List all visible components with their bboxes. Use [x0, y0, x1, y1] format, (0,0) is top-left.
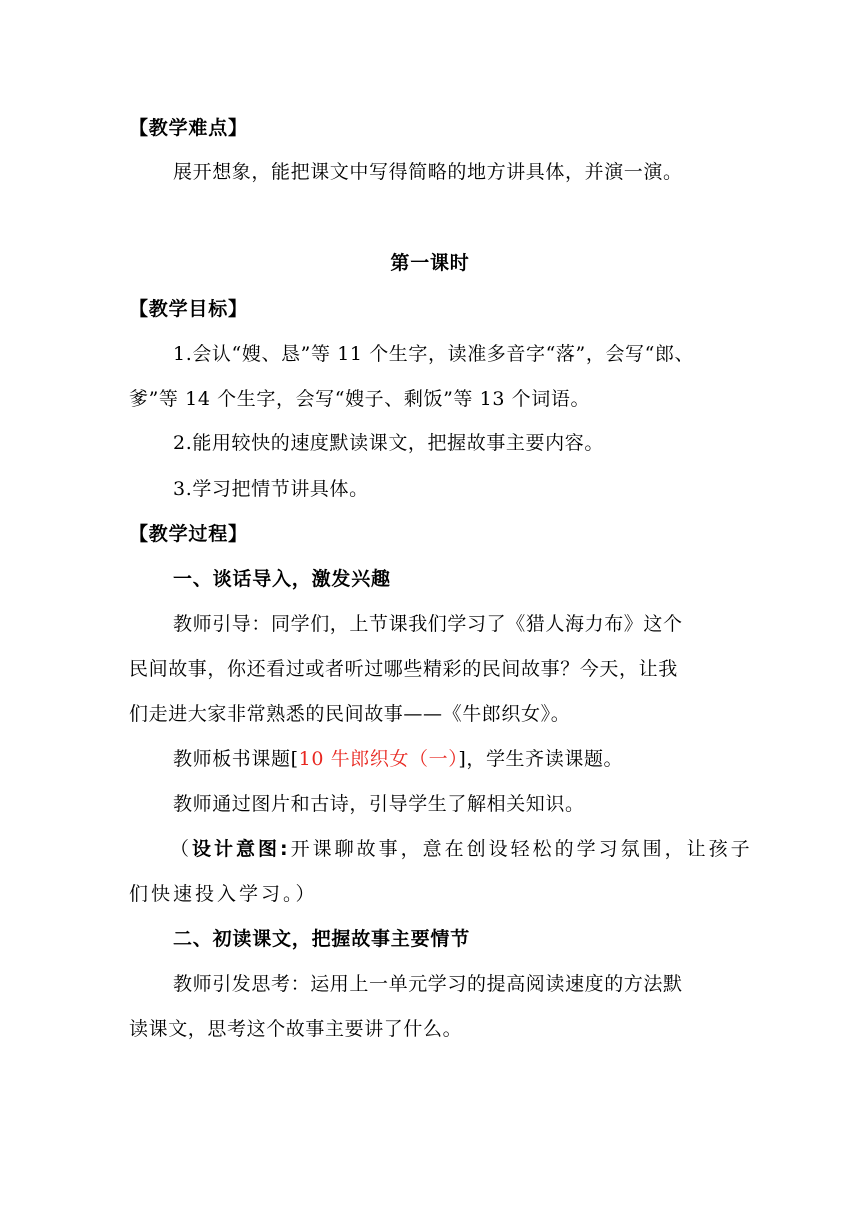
goal-1-line-2: 爹”等 14 个生字，会写“嫂子、剩饭”等 13 个词语。: [129, 388, 591, 410]
design-note-text: 开课聊故事，意在创设轻松的学习氛围，让孩子: [290, 838, 753, 860]
goals-heading: 【教学目标】: [129, 298, 248, 320]
difficulty-heading: 【教学难点】: [129, 117, 248, 139]
lesson-title: 第一课时: [390, 252, 470, 274]
step-1-heading: 一、谈话导入，激发兴趣: [173, 568, 391, 590]
board-title-prefix: 教师板书课题[: [173, 748, 299, 770]
goal-1-line-1: 1.会认“嫂、恳”等 11 个生字，读准多音字“落”，会写“郎、: [173, 343, 695, 365]
board-title-suffix: ]，学生齐读课题。: [458, 748, 624, 770]
step-1-paragraph-line-3: 们走进大家非常熟悉的民间故事——《牛郎织女》。: [129, 703, 571, 725]
step-2-paragraph-line-1: 教师引发思考：运用上一单元学习的提高阅读速度的方法默: [173, 973, 683, 995]
design-note-open: （: [170, 838, 193, 860]
step-1-paragraph-line-1: 教师引导：同学们，上节课我们学习了《猎人海力布》这个: [173, 613, 683, 635]
design-note-label: 设计意图:: [192, 838, 291, 860]
process-heading: 【教学过程】: [129, 523, 248, 545]
design-note-line-2: 们快速投入学习。）: [129, 883, 318, 905]
step-1-paragraph-line-2: 民间故事，你还看过或者听过哪些精彩的民间故事？今天，让我: [129, 658, 678, 680]
design-note-line-1: [170, 837, 753, 861]
step-2-paragraph-line-2: 读课文，思考这个故事主要讲了什么。: [129, 1018, 463, 1040]
board-title-line: [173, 747, 623, 771]
board-title-red: 10 牛郎织女（一）: [298, 748, 459, 770]
goal-3: 3.学习把情节讲具体。: [173, 478, 369, 500]
goal-2: 2.能用较快的速度默读课文，把握故事主要内容。: [173, 432, 604, 454]
step-2-heading: 二、初读课文，把握故事主要情节: [173, 928, 471, 950]
difficulty-text: 展开想象，能把课文中写得简略的地方讲具体，并演一演。: [173, 161, 683, 183]
step-1-paragraph-3: 教师通过图片和古诗，引导学生了解相关知识。: [173, 793, 585, 815]
